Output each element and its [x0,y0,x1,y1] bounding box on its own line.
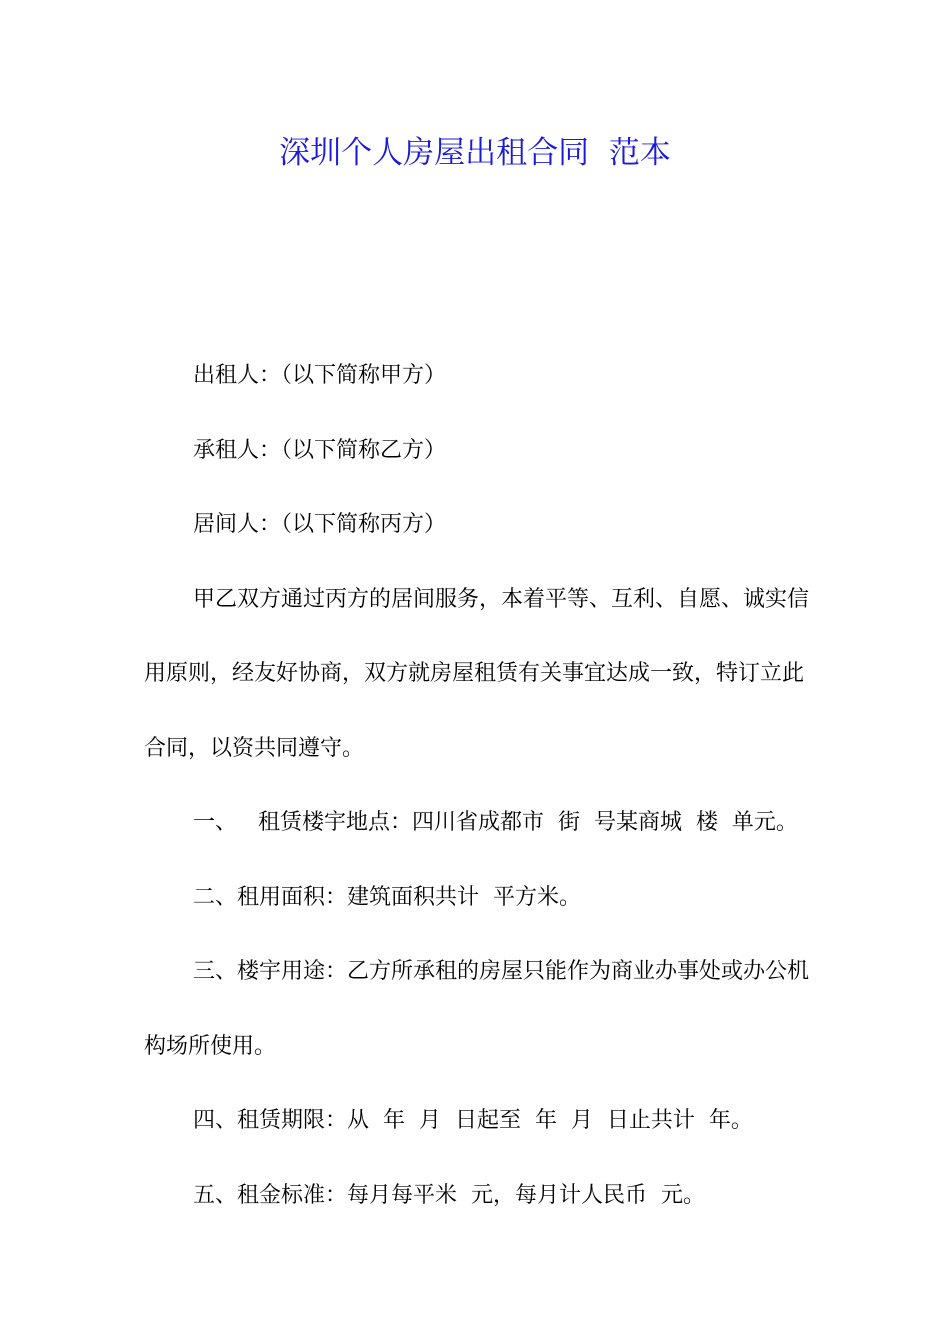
preamble-paragraph: 甲乙双方通过丙方的居间服务，本着平等、互利、自愿、诚实信用原则，经友好协商，双方就房屋租赁有关事宜达成一致，特订立此合同，以资共同遵守。 [144,586,810,761]
clause-rent: 五、租金标准：每月每平米 元，每月计人民币 元。 [193,1182,705,1208]
clause-location: 一、 租赁楼宇地点：四川省成都市 街 号某商城 楼 单元。 [193,810,798,835]
clause-usage: 三、楼宇用途：乙方所承租的房屋只能作为商业办事处或办公机构场所使用。 [144,959,810,1059]
lessor-line: 出租人：（以下简称甲方） [193,363,447,388]
clause-area: 二、租用面积：建筑面积共计 平方米。 [193,884,581,910]
document-body [144,339,824,1233]
lessee-line: 承租人：（以下简称乙方） [193,437,447,463]
intermediary-line: 居间人：（以下简称丙方） [193,512,447,537]
clause-term: 四、租赁期限：从 年 月 日起至 年 月 日止共计 年。 [193,1108,753,1133]
document-title: 深圳个人房屋出租合同 范本 [279,135,671,171]
